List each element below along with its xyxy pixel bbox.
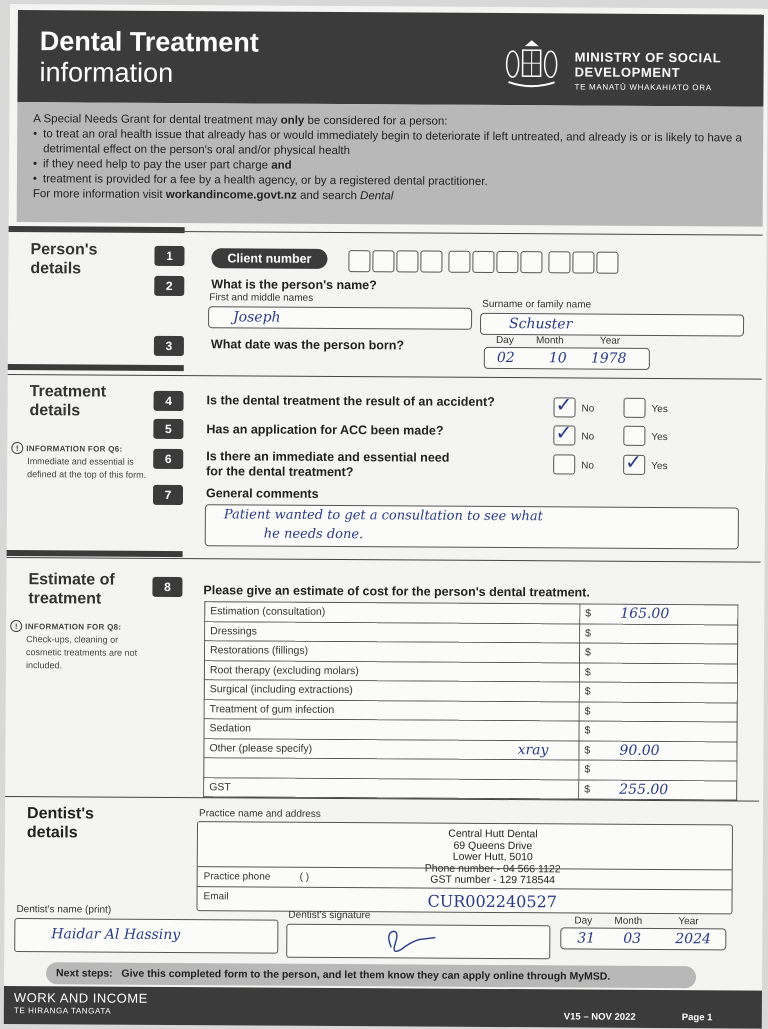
comment-line-1: Patient wanted to get a consultation to see what xyxy=(224,507,543,524)
client-number-digit[interactable] xyxy=(372,250,394,272)
general-comments-field[interactable] xyxy=(205,504,739,549)
dentist-name-label: Dentist's name (print) xyxy=(16,904,111,916)
currency-symbol: $ xyxy=(585,627,591,639)
cost-item-label: Restorations (fillings) xyxy=(210,644,308,657)
cost-item-cell[interactable] xyxy=(204,641,579,663)
cost-amount-cell[interactable] xyxy=(579,701,737,721)
cost-item-cell[interactable] xyxy=(204,719,579,741)
cost-amount-cell[interactable] xyxy=(579,779,737,799)
currency-symbol: $ xyxy=(585,647,591,659)
cost-table xyxy=(203,601,738,800)
checkmark-icon: ✓ xyxy=(555,420,572,445)
section-rule xyxy=(7,557,761,563)
info-q6: ! INFORMATION FOR Q6: Immediate and essential is defined at the top of this form. xyxy=(11,442,151,482)
client-number-digit[interactable] xyxy=(496,251,518,273)
practice-stamp: Central Hutt Dental 69 Queens Drive Lower Hutt, 5010 Phone number - 04 566 1122 GST number - 129 718544 xyxy=(388,828,598,887)
question-general-comments: General comments xyxy=(206,486,319,501)
surname-field[interactable] xyxy=(480,313,744,337)
first-names-label: First and middle names xyxy=(209,292,313,304)
client-number-digit[interactable] xyxy=(348,250,370,272)
cost-item-cell[interactable] xyxy=(205,621,580,643)
footer-version: V15 – NOV 2022 xyxy=(564,1011,636,1022)
currency-symbol: $ xyxy=(585,608,591,620)
cost-amount-value: 165.00 xyxy=(620,606,669,622)
eligibility-intro xyxy=(17,102,764,227)
sign-date-field[interactable] xyxy=(560,927,726,950)
footer-page-number: Page 1 xyxy=(682,1012,713,1023)
q5-yes-label: Yes xyxy=(651,432,667,443)
dob-year-label: Year xyxy=(600,336,620,347)
cost-item-cell[interactable] xyxy=(204,738,579,760)
practice-details-field[interactable] xyxy=(196,821,733,914)
cost-item-label: GST xyxy=(209,781,231,793)
cost-item-label: Treatment of gum infection xyxy=(210,703,335,716)
cost-amount-cell[interactable] xyxy=(579,662,737,682)
checkmark-icon: ✓ xyxy=(625,450,642,475)
coat-of-arms-icon xyxy=(502,38,560,92)
client-number-digit[interactable] xyxy=(520,251,542,273)
cost-amount-cell[interactable] xyxy=(580,604,738,624)
q6-yes-checkbox[interactable] xyxy=(623,455,645,475)
cost-amount-cell[interactable] xyxy=(579,721,737,741)
dob-day-value: 02 xyxy=(497,350,515,366)
dob-year-value: 1978 xyxy=(591,351,627,367)
q6-no-label: No xyxy=(581,460,594,471)
practice-phone-value: ( ) xyxy=(300,872,310,883)
question-name: What is the person's name? xyxy=(211,277,377,292)
question-number-4: 4 xyxy=(154,391,184,411)
sign-month-label: Month xyxy=(614,916,642,927)
info-icon: ! xyxy=(11,442,23,454)
client-number-digit[interactable] xyxy=(472,251,494,273)
surname-value: Schuster xyxy=(509,316,572,332)
cost-amount-cell[interactable] xyxy=(579,740,737,760)
currency-symbol: $ xyxy=(585,725,591,737)
footer-org-sub: TE HIRANGA TANGATA xyxy=(14,1006,111,1016)
ministry-maori-name: TE MANATŪ WHAKAHIATO ORA xyxy=(574,79,721,95)
client-number-digit[interactable] xyxy=(420,251,442,273)
cost-amount-cell[interactable] xyxy=(579,643,737,663)
info-q8: ! INFORMATION FOR Q8: Check-ups, cleaning or cosmetic treatments are not included. xyxy=(10,620,150,673)
checkmark-icon: ✓ xyxy=(555,392,572,417)
signature-label: Dentist's signature xyxy=(288,910,370,922)
question-immediate-need: Is there an immediate and essential need for the dental treatment? xyxy=(206,449,449,480)
q4-no-checkbox[interactable] xyxy=(553,397,575,417)
cost-amount-cell[interactable] xyxy=(579,760,737,780)
q4-no-label: No xyxy=(582,403,595,414)
currency-symbol: $ xyxy=(585,666,591,678)
question-number-8: 8 xyxy=(152,577,182,597)
q6-yes-label: Yes xyxy=(651,461,667,472)
q6-no-checkbox[interactable] xyxy=(553,454,575,474)
client-number-digit[interactable] xyxy=(548,251,570,273)
sign-year-label: Year xyxy=(678,916,698,927)
practice-label: Practice name and address xyxy=(199,808,321,820)
q5-no-checkbox[interactable] xyxy=(553,425,575,445)
first-names-value: Joseph xyxy=(233,309,281,325)
section-title-estimate: Estimate of treatment xyxy=(28,570,114,609)
section-divider xyxy=(8,364,184,371)
surname-label: Surname or family name xyxy=(482,299,591,311)
client-number-digit[interactable] xyxy=(396,250,418,272)
dob-month-value: 10 xyxy=(549,350,567,366)
client-number-digit[interactable] xyxy=(572,251,594,273)
cost-item-cell[interactable] xyxy=(205,602,580,624)
question-number-3: 3 xyxy=(154,336,184,356)
next-steps-banner xyxy=(46,962,696,988)
sign-day-label: Day xyxy=(574,915,592,926)
cost-item-cell[interactable] xyxy=(204,699,579,721)
email-label: Email xyxy=(204,891,229,902)
currency-symbol: $ xyxy=(584,764,590,776)
ministry-name-line2: DEVELOPMENT xyxy=(575,64,722,80)
cost-item-cell[interactable] xyxy=(204,660,579,682)
currency-symbol: $ xyxy=(585,686,591,698)
form-subtitle: information xyxy=(39,57,173,89)
cost-row xyxy=(204,777,737,800)
comment-line-2: he needs done. xyxy=(264,527,364,543)
intro-bullet-3: • treatment is provided for a fee by a health agency, or by a registered dental practitioner. xyxy=(33,172,747,191)
next-steps-label: Next steps: xyxy=(56,967,113,979)
question-number-6: 6 xyxy=(153,449,183,469)
currency-symbol: $ xyxy=(584,744,590,756)
q5-yes-checkbox[interactable] xyxy=(623,426,645,446)
currency-symbol: $ xyxy=(585,705,591,717)
question-acc-application: Has an application for ACC been made? xyxy=(206,422,443,437)
signature-field[interactable] xyxy=(286,924,550,960)
section-rule xyxy=(9,230,763,236)
client-number-digit[interactable] xyxy=(448,251,470,273)
form-page xyxy=(4,4,768,1029)
question-accident: Is the dental treatment the result of an accident? xyxy=(207,393,495,409)
footer-org: WORK AND INCOME xyxy=(14,990,148,1006)
cost-item-label: Surgical (including extractions) xyxy=(210,683,353,696)
client-number-label: Client number xyxy=(211,248,327,269)
sign-day-value: 31 xyxy=(577,930,595,946)
form-footer xyxy=(4,986,762,1029)
next-steps-text: Give this completed form to the person, and let them know they can apply online through MyMSD. xyxy=(121,968,610,983)
section-title-treatment-details: Treatment details xyxy=(29,382,106,420)
section-title-dentist-details: Dentist's details xyxy=(27,804,94,842)
cost-item-label: Sedation xyxy=(210,722,252,734)
intro-bullet-2: • if they need help to pay the user part charge and xyxy=(33,157,747,176)
intro-bullet-1: • to treat an oral health issue that already has or would immediately begin to deteriorate if left untreated, and already is or is likely to have a detrimental effect on the person's oral and/or physical health xyxy=(33,127,747,161)
sign-year-value: 2024 xyxy=(675,931,711,947)
practice-phone-label: Practice phone xyxy=(204,871,271,882)
dob-day-label: Day xyxy=(496,335,514,346)
question-number-1: 1 xyxy=(154,246,184,266)
q4-yes-checkbox[interactable] xyxy=(623,398,645,418)
form-header xyxy=(17,10,764,107)
ministry-name-line1: MINISTRY OF SOCIAL xyxy=(575,49,722,65)
cost-amount-value: 90.00 xyxy=(619,742,659,758)
question-number-7: 7 xyxy=(153,485,183,505)
cost-amount-cell[interactable] xyxy=(579,682,737,702)
field-divider xyxy=(198,886,732,890)
q4-yes-label: Yes xyxy=(652,404,668,415)
info-icon: ! xyxy=(10,620,22,632)
dob-month-label: Month xyxy=(536,335,564,346)
question-dob: What date was the person born? xyxy=(211,337,404,352)
question-cost-estimate: Please give an estimate of cost for the person's dental treatment. xyxy=(203,583,590,599)
currency-symbol: $ xyxy=(584,783,590,795)
cost-item-label: Dressings xyxy=(210,625,257,637)
cost-amount-value: 255.00 xyxy=(619,781,668,797)
cost-item-cell[interactable] xyxy=(204,680,579,702)
question-number-5: 5 xyxy=(153,419,183,439)
dentist-name-value: Haidar Al Hassiny xyxy=(51,926,180,943)
client-number-digit[interactable] xyxy=(596,252,618,274)
dentist-name-field[interactable] xyxy=(14,918,278,954)
section-divider xyxy=(7,550,183,557)
cost-item-label: Other (please specify) xyxy=(209,742,312,755)
cost-amount-cell[interactable] xyxy=(580,623,738,643)
question-number-2: 2 xyxy=(154,276,184,296)
cost-item-label: Estimation (consultation) xyxy=(210,605,325,618)
email-value: CUR002240527 xyxy=(427,892,557,912)
cost-item-label: Root therapy (excluding molars) xyxy=(210,664,359,677)
intro-lead: A Special Needs Grant for dental treatment may only be considered for a person: xyxy=(33,112,747,131)
section-rule xyxy=(8,374,762,380)
form-title: Dental Treatment xyxy=(40,26,259,58)
dob-field[interactable] xyxy=(484,347,650,370)
section-title-persons-details: Person's details xyxy=(30,240,97,278)
sign-month-value: 03 xyxy=(623,931,641,947)
cost-item-cell[interactable] xyxy=(204,777,579,799)
intro-more-info: For more information visit workandincome.govt.nz and search Dental xyxy=(33,187,747,206)
cost-item-note: xray xyxy=(518,742,549,758)
first-names-field[interactable] xyxy=(208,306,472,330)
q5-no-label: No xyxy=(581,431,594,442)
ministry-logo xyxy=(574,49,721,95)
signature-mark-icon xyxy=(377,927,447,957)
cost-item-cell[interactable] xyxy=(204,758,579,780)
